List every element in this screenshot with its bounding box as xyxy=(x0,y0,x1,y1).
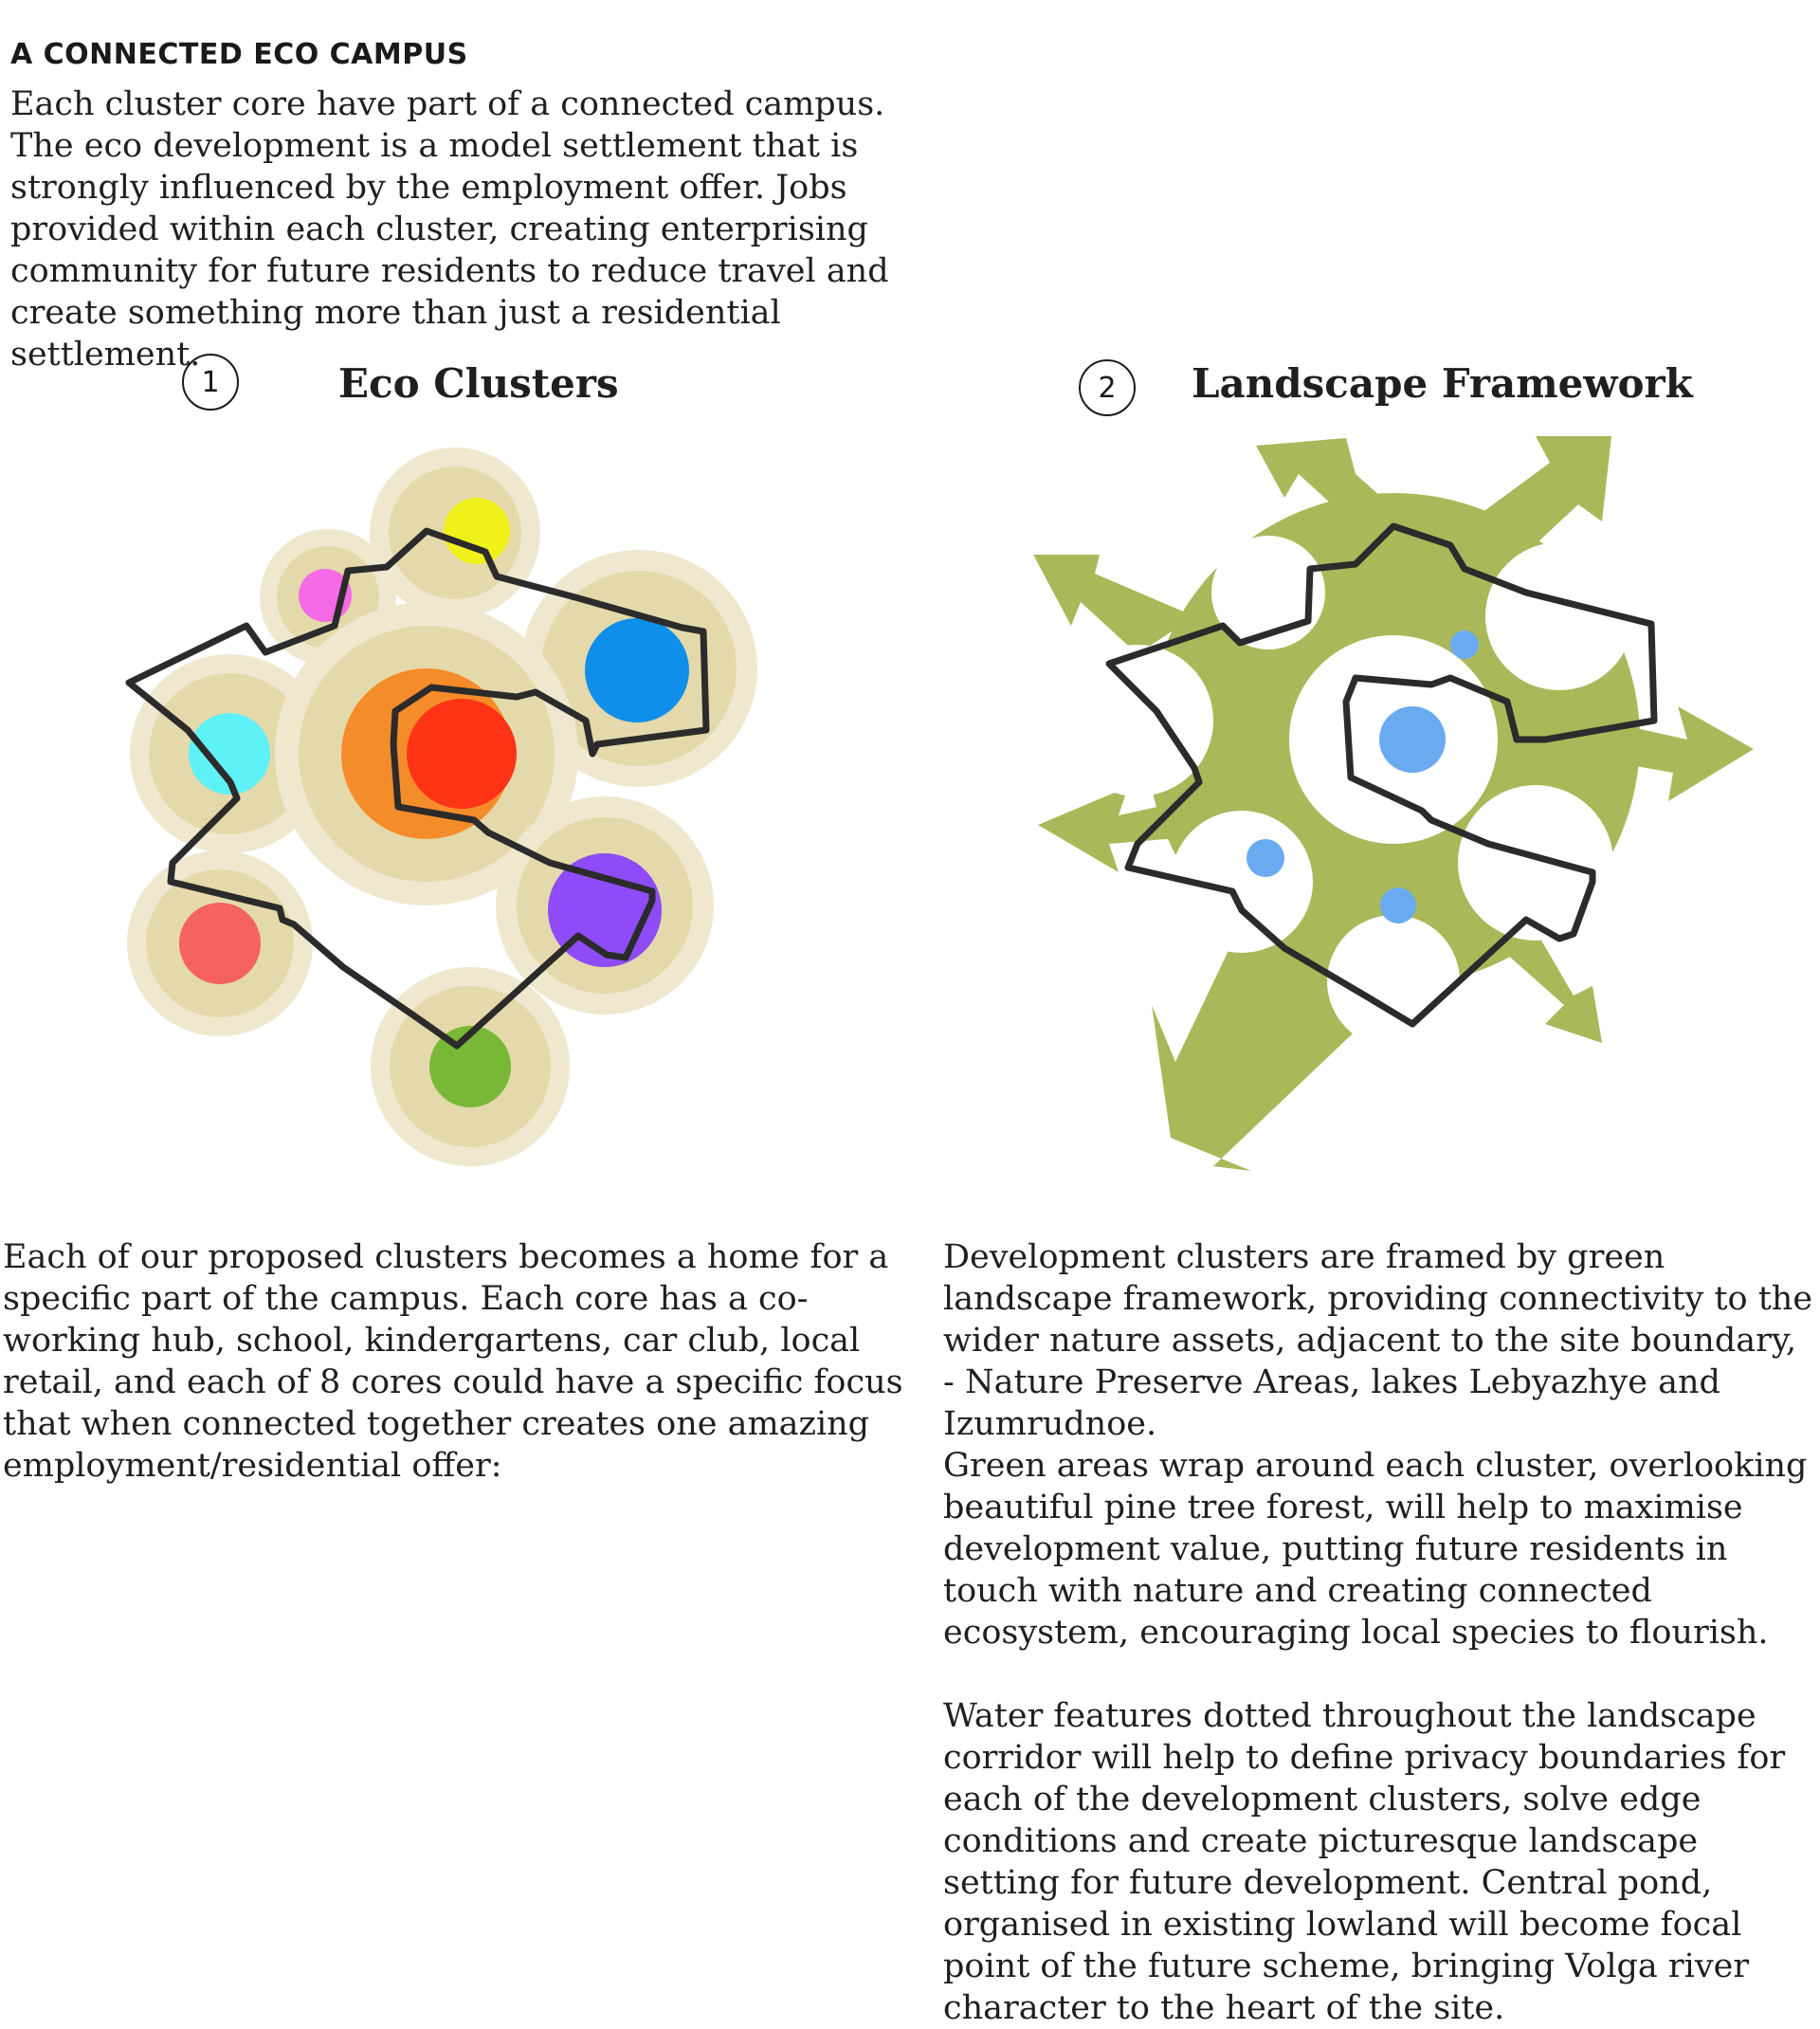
eco-clusters-diagram xyxy=(114,446,758,1185)
eco-clusters-description: Each of our proposed clusters becomes a home for a specific part of the campus. Each core has a co-working hub, school, kindergartens, car club, local retail, and each of 8 cores could have a specific focus that when connected together creates one amazing employment/residential offer: xyxy=(3,1238,903,1485)
water-feature xyxy=(1247,839,1284,877)
landscape-paragraph: Water features dotted throughout the landscape corridor will help to define privacy boundaries for each of the development clusters, solve edge conditions and create picturesque landscape setting for future development. Central pond, organised in existing lowland will become focal point of the future scheme, bringing Volga river character to the heart of the site. xyxy=(943,1697,1786,2027)
section-2-number-badge: 2 xyxy=(1079,359,1136,416)
clearing xyxy=(1458,785,1613,941)
water-feature xyxy=(1380,887,1416,923)
landscape-framework-diagram xyxy=(1033,436,1763,1195)
landscape-framework-description xyxy=(943,1236,1815,2029)
landscape-paragraph: Development clusters are framed by green landscape framework, providing connectivity to the wider nature assets, adjacent to the site boundary, - Nature Preserve Areas, lakes Lebyazhye and Izumrudnoe. xyxy=(943,1238,1813,1443)
landscape-paragraph: Green areas wrap around each cluster, overlooking beautiful pine tree forest, will help to maximise development value, putting future residents in touch with nature and creating connected ecosystem, encouraging local species to flourish. xyxy=(943,1447,1808,1652)
cluster-core-blue xyxy=(585,618,689,722)
cluster-core-yellow xyxy=(444,498,510,564)
central-pond xyxy=(1379,706,1446,773)
main-heading: A CONNECTED ECO CAMPUS xyxy=(10,38,468,71)
cluster-core-red xyxy=(407,699,517,809)
water-feature xyxy=(1450,631,1479,659)
cluster-core-coral xyxy=(179,903,261,984)
section-1-number-badge: 1 xyxy=(182,354,239,411)
intro-paragraph: Each cluster core have part of a connected campus. The eco development is a model settlement that is strongly influenced by the employment offer. Jobs provided within each cluster, creating enterprising community for future residents to reduce travel and create something more than just a residential settlement. xyxy=(10,85,889,374)
landscape-framework-title: Landscape Framework xyxy=(1192,360,1693,407)
eco-clusters-title: Eco Clusters xyxy=(338,360,619,407)
clearing xyxy=(1062,645,1213,796)
